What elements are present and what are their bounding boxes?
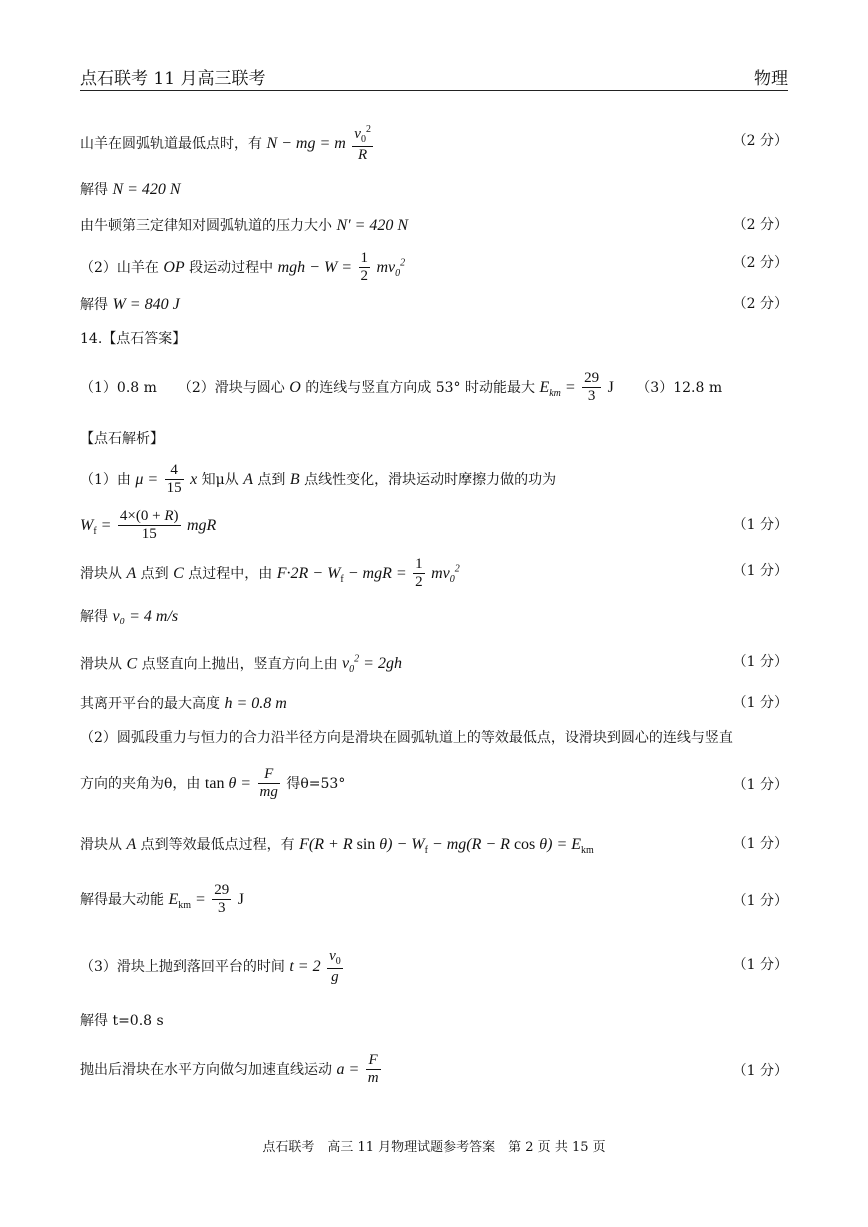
answer-line — [80, 370, 788, 406]
unit: J — [607, 378, 614, 396]
page-footer: 点石联考 高三 11 月物理试题参考答案 第 2 页 共 15 页 — [262, 1140, 606, 1155]
equation: $E_{km}$ = — [539, 378, 576, 399]
score: （1 分） — [732, 654, 788, 670]
line-text: 14.【点石答案】 — [80, 331, 187, 347]
line-text: 滑块从 — [80, 565, 127, 582]
score: （1 分） — [732, 1063, 788, 1079]
score: （2 分） — [732, 217, 788, 233]
solution-line — [80, 508, 788, 544]
line-text: 点到等效最低点过程，有 — [136, 837, 300, 853]
line-text: 滑块从 — [80, 656, 127, 673]
equation: h = 0.8 m — [224, 695, 287, 712]
line-text: 其离开平台的最大高度 — [80, 696, 225, 712]
section-heading — [80, 432, 788, 446]
score: （1 分） — [732, 563, 788, 579]
line-text: 【点石解析】 — [80, 431, 164, 447]
score: （1 分） — [732, 777, 788, 793]
score: （2 分） — [732, 255, 788, 271]
score: （1 分） — [732, 836, 788, 852]
line-text: 解得 — [80, 182, 113, 198]
fraction: $\frac{1}{2}$ — [360, 250, 369, 285]
line-text: 解得 — [80, 609, 113, 625]
equation: μ = — [135, 470, 159, 488]
fraction: $\frac{4\times(0 + R)}{15}$ — [119, 508, 179, 543]
label-C: C — [173, 564, 184, 582]
fraction: $\frac{4}{15}$ — [166, 462, 182, 497]
equation: W = 840 J — [112, 296, 180, 313]
solution-line — [80, 882, 788, 918]
solution-line — [80, 250, 788, 286]
line-text: 点竖直向上抛出，竖直方向上由 — [137, 656, 343, 673]
solution-line — [80, 655, 788, 676]
score: （2 分） — [732, 133, 788, 149]
line-text: 解得 — [80, 297, 113, 313]
equation: $E_{km}$ = — [168, 890, 206, 911]
line-text: 段运动过程中 — [184, 259, 278, 276]
equation: N − mg = m — [266, 134, 346, 152]
equation: N′ = 420 N — [336, 217, 409, 234]
line-text: 的连线与竖直方向成 53° 时动能最大 — [300, 379, 540, 396]
solution-line — [80, 731, 788, 745]
line-text: 方向的夹角为θ，由 — [80, 775, 205, 792]
line-text: 点过程中，由 — [183, 565, 277, 582]
equation: v₀ = 4 m/s — [112, 608, 179, 625]
fraction: $\frac{v_0^2}{R}$ — [354, 124, 371, 163]
line-text: （3）滑块上抛到落回平台的时间 — [80, 958, 290, 975]
score: （2 分） — [732, 296, 788, 312]
section-heading — [80, 332, 788, 346]
equation: mgh − W = — [277, 258, 353, 276]
equation: F(R + R $\sin \theta) - W_f - mg(R - R$ $\cos \theta) = E_{km}$ — [299, 836, 594, 857]
line-text: 由牛顿第三定律知对圆弧轨道的压力大小 — [80, 218, 337, 234]
line-text: 解得 t=0.8 s — [80, 1013, 164, 1029]
line-text: 滑块从 — [80, 837, 127, 853]
equation: a = — [336, 1060, 360, 1078]
equation: t = 2 — [289, 957, 321, 975]
line-text: （2）圆弧段重力与恒力的合力沿半径方向是滑块在圆弧轨道上的等效最低点，设滑块到圆心的连线与竖直 — [80, 730, 733, 746]
solution-line — [80, 948, 788, 986]
equation: tan θ = — [204, 774, 252, 792]
equation: x — [190, 470, 198, 488]
line-text: 得θ=53° — [286, 775, 346, 792]
solution-line — [80, 1052, 788, 1088]
label-O: O — [289, 378, 301, 396]
line-text: （1）由 — [80, 471, 136, 488]
line-text: 知μ从 — [197, 471, 244, 488]
solution-line — [80, 696, 788, 712]
label-A: A — [126, 564, 137, 582]
fraction: $\frac{29}{3}$ — [584, 370, 600, 405]
line-text: 解得最大动能 — [80, 891, 169, 908]
solution-line — [80, 556, 788, 592]
equation: $mv_0^2$ — [376, 257, 406, 279]
label-A: A — [243, 470, 253, 488]
line-text: （2）山羊在 — [80, 259, 164, 276]
score: （1 分） — [732, 957, 788, 973]
line-text: （1）0.8 m （2）滑块与圆心 — [80, 379, 290, 396]
label-C: C — [126, 655, 138, 673]
header-exam-title: 点石联考 11 月高三联考 — [80, 69, 266, 89]
fraction: $\frac{F}{mg}$ — [259, 766, 278, 801]
solution-line — [80, 837, 788, 856]
label-B: B — [289, 470, 300, 488]
label-A: A — [126, 836, 137, 853]
score: （1 分） — [732, 893, 788, 909]
header-subject: 物理 — [754, 69, 788, 89]
page-header — [80, 64, 788, 90]
fraction: $\frac{29}{3}$ — [214, 882, 230, 917]
equation: N = 420 N — [112, 181, 181, 198]
equation: mgR — [186, 516, 217, 534]
fraction: $\frac{v_0}{g}$ — [329, 948, 341, 985]
line-text: 山羊在圆弧轨道最低点时，有 — [80, 135, 267, 152]
line-text: 点到 — [252, 471, 290, 488]
solution-line — [80, 124, 788, 164]
solution-line — [80, 609, 788, 625]
solution-line — [80, 218, 788, 234]
solution-line — [80, 462, 788, 498]
header-rule — [80, 90, 788, 91]
fraction: $\frac{1}{2}$ — [415, 556, 423, 591]
solution-line — [80, 766, 788, 802]
solution-line — [80, 182, 788, 198]
solution-line — [80, 297, 788, 313]
label-OP: OP — [163, 258, 185, 276]
equation: $W_f$ = — [80, 516, 112, 537]
score: （1 分） — [732, 517, 788, 533]
score: （1 分） — [732, 695, 788, 711]
line-text: 点到 — [136, 565, 174, 582]
line-text: 点线性变化，滑块运动时摩擦力做的功为 — [299, 471, 557, 488]
solution-line — [80, 1014, 788, 1028]
fraction: $\frac{F}{m}$ — [367, 1052, 379, 1087]
equation: $v_0^2 = 2gh$ — [342, 654, 402, 676]
equation: $mv_0^2$ — [431, 563, 460, 585]
line-text: 抛出后滑块在水平方向做匀加速直线运动 — [80, 1061, 337, 1078]
equation: $F\cdot 2R - W_f$ − mgR = — [276, 564, 407, 585]
unit: J — [237, 890, 244, 908]
line-text: （3）12.8 m — [636, 379, 723, 396]
